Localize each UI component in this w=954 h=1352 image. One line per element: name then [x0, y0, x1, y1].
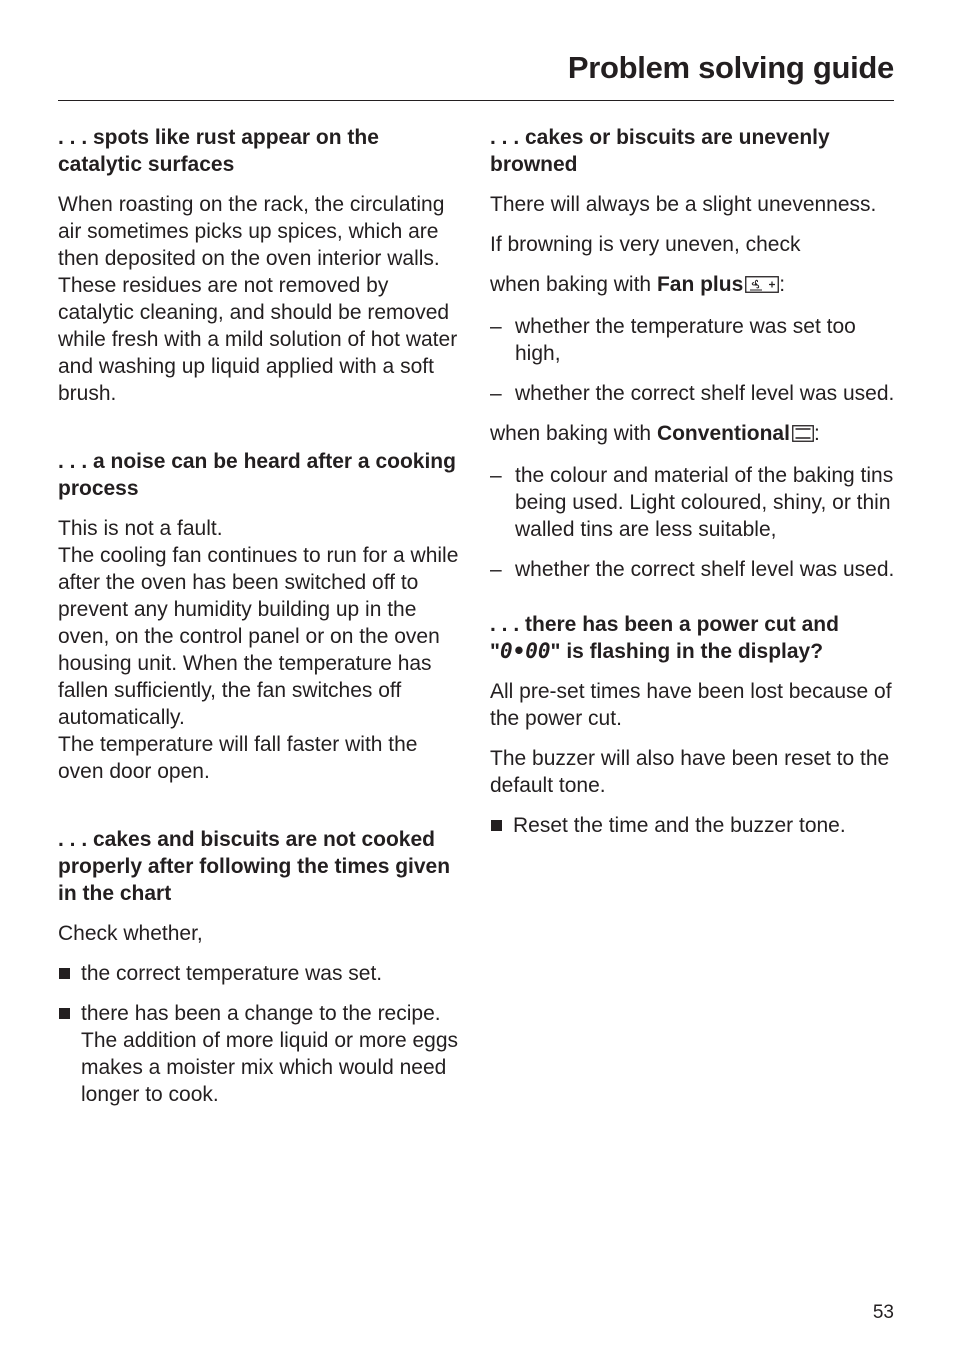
section-rust-spots — [58, 124, 468, 407]
page-title: Problem solving guide — [567, 50, 894, 85]
list-item — [490, 313, 895, 367]
dash-bullet-icon: – — [490, 464, 502, 487]
conventional-heat-symbol-icon — [792, 422, 814, 449]
section-heading: . . . cakes or biscuits are unevenly browned — [490, 126, 830, 176]
mode-name: Conventional — [656, 422, 790, 445]
check-list — [58, 960, 468, 1108]
title-divider — [58, 100, 894, 101]
section-body: The buzzer will also have been reset to the default tone. — [490, 747, 890, 797]
section-body: If browning is very uneven, check — [490, 233, 801, 256]
list-item — [490, 812, 895, 839]
list-item — [490, 556, 895, 583]
right-column — [490, 124, 895, 852]
body-line: The cooling fan continues to run for a while after the oven has been switched off to prevent any humidity building up in the oven, on the control panel or on the oven housing unit. When the temperature has fallen sufficiently, the fan switches off automatically. — [58, 544, 459, 729]
section-body — [58, 515, 468, 785]
left-column — [58, 124, 468, 1121]
heading-part: " is flashing in the display? — [550, 640, 824, 663]
line-prefix: when baking with — [490, 422, 657, 445]
line-suffix: : — [813, 422, 820, 445]
line-suffix: : — [779, 273, 786, 296]
list-item — [490, 380, 895, 407]
list-item — [58, 960, 468, 987]
section-intro: Check whether, — [58, 922, 203, 945]
section-body: When roasting on the rack, the circulating air sometimes picks up spices, which are then deposited on the oven interior walls. These residues are not removed by catalytic cleaning, and should be removed while fresh with a mild solution of hot water and washing up liquid applied with a soft brush. — [58, 193, 458, 405]
dash-bullet-icon: – — [490, 382, 502, 405]
square-bullet-icon — [491, 820, 502, 831]
square-bullet-icon — [59, 968, 70, 979]
page-number: 53 — [872, 1302, 894, 1323]
action-list — [490, 812, 895, 839]
section-heading: . . . a noise can be heard after a cooking process — [58, 450, 456, 500]
list-item-text: whether the temperature was set too high, — [515, 315, 856, 365]
section-heading — [490, 611, 895, 665]
section-body: There will always be a slight unevenness. — [490, 193, 877, 216]
conventional-line — [490, 420, 895, 449]
fan-plus-checks — [490, 313, 895, 407]
section-not-cooked — [58, 826, 468, 1108]
body-line: This is not a fault. — [58, 517, 223, 540]
list-item-text: there has been a change to the recipe. The addition of more liquid or more eggs makes a moister mix which would need longer to cook. — [81, 1002, 459, 1106]
section-heading: . . . cakes and biscuits are not cooked properly after following the times given in the chart — [58, 828, 451, 905]
display-code: 0•00 — [499, 639, 551, 663]
dash-bullet-icon: – — [490, 558, 502, 581]
fan-plus-line — [490, 271, 895, 300]
heading-part: . . . there has been a power cut and " — [490, 613, 839, 663]
body-line: The temperature will fall faster with the oven door open. — [58, 733, 418, 783]
fan-plus-symbol-icon — [745, 273, 779, 300]
mode-name: Fan plus — [656, 273, 744, 296]
list-item-text: whether the correct shelf level was used. — [515, 382, 895, 405]
section-noise — [58, 448, 468, 785]
section-body: All pre-set times have been lost because of the power cut. — [490, 680, 892, 730]
list-item — [490, 462, 895, 543]
list-item-text: the correct temperature was set. — [81, 962, 383, 985]
conventional-checks — [490, 462, 895, 583]
list-item-text: whether the correct shelf level was used. — [515, 558, 895, 581]
dash-bullet-icon: – — [490, 315, 502, 338]
section-uneven-browning — [490, 124, 895, 583]
square-bullet-icon — [59, 1008, 70, 1019]
list-item-text: the colour and material of the baking tins being used. Light coloured, shiny, or thin walled tins are less suitable, — [515, 464, 894, 541]
list-item-text: Reset the time and the buzzer tone. — [513, 814, 846, 837]
section-heading: . . . spots like rust appear on the catalytic surfaces — [58, 126, 379, 176]
line-prefix: when baking with — [490, 273, 657, 296]
section-power-cut — [490, 611, 895, 839]
list-item — [58, 1000, 468, 1108]
